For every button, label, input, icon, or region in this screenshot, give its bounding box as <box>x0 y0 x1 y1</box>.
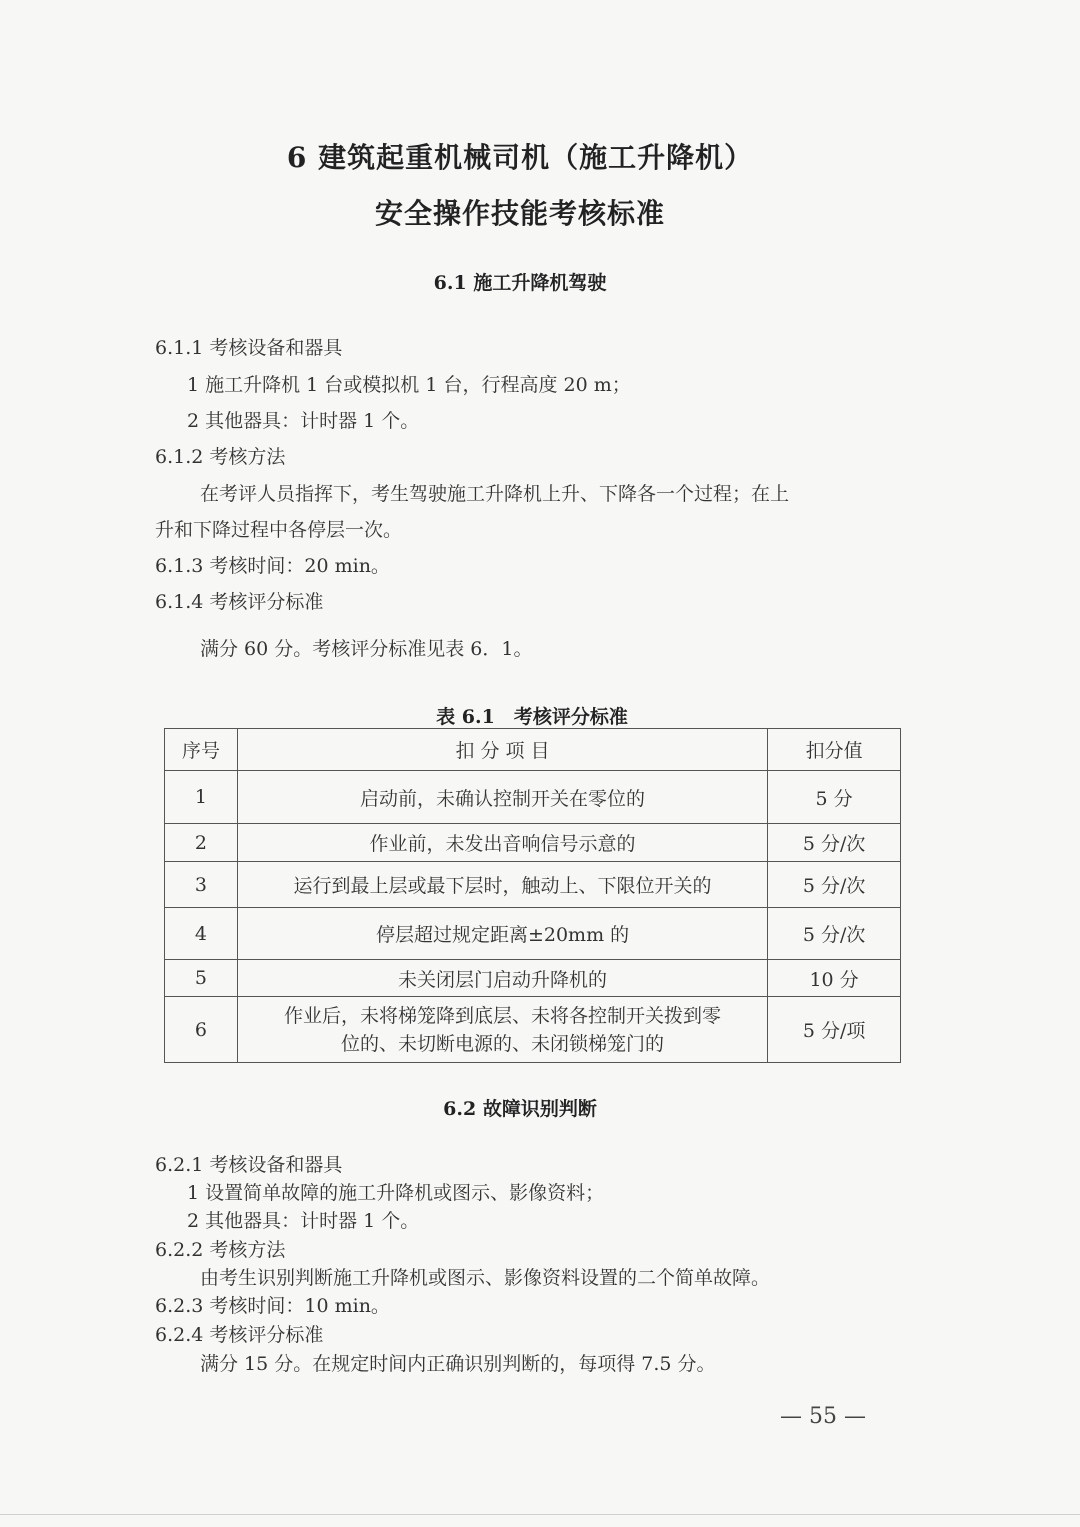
deduction-item: 作业前，未发出音响信号示意的 <box>237 824 767 862</box>
clause-6-2-2: 6.2.2 考核方法 <box>155 1239 286 1261</box>
deduction-item-line: 位的、未切断电源的、未闭锁梯笼门的 <box>341 1032 665 1055</box>
section-heading-6-1: 6.1 施工升降机驾驶 <box>433 272 607 294</box>
row-number: 4 <box>165 908 238 960</box>
table-caption: 表 6.1 考核评分标准 <box>436 706 628 728</box>
deduction-item-line: 作业后，未将梯笼降到底层、未将各控制开关拨到零 <box>284 1004 722 1027</box>
deduction-value: 5 分/次 <box>768 824 901 862</box>
column-header: 扣 分 项 目 <box>237 729 767 771</box>
page-title: 6 建筑起重机械司机（施工升降机） <box>286 141 754 174</box>
deduction-item: 运行到最上层或最下层时，触动上、下限位开关的 <box>237 862 767 908</box>
column-header: 扣分值 <box>768 729 901 771</box>
deduction-item: 未关闭层门启动升降机的 <box>237 960 767 997</box>
row-number: 2 <box>165 824 238 862</box>
section-heading-6-2: 6.2 故障识别判断 <box>443 1098 597 1120</box>
list-item: 2 其他器具：计时器 1 个。 <box>187 1210 420 1232</box>
clause-6-2-3: 6.2.3 考核时间：10 min。 <box>155 1295 390 1317</box>
paragraph: 满分 15 分。在规定时间内正确识别判断的，每项得 7.5 分。 <box>200 1353 716 1375</box>
page-number: — 55 — <box>780 1404 866 1429</box>
column-header: 序号 <box>165 729 238 771</box>
deduction-value: 5 分 <box>768 771 901 824</box>
paragraph: 在考评人员指挥下，考生驾驶施工升降机上升、下降各一个过程；在上 <box>200 483 790 505</box>
page-edge-divider <box>0 1514 1080 1515</box>
scoring-table <box>164 728 901 1063</box>
paragraph: 升和下降过程中各停层一次。 <box>155 519 403 541</box>
clause-6-1-1: 6.1.1 考核设备和器具 <box>155 337 343 359</box>
paragraph: 满分 60 分。考核评分标准见表 6．1。 <box>200 638 533 660</box>
clause-6-1-2: 6.1.2 考核方法 <box>155 446 286 468</box>
table-header-row <box>165 729 901 771</box>
row-number: 3 <box>165 862 238 908</box>
deduction-value: 10 分 <box>768 960 901 997</box>
page-subtitle: 安全操作技能考核标准 <box>374 197 665 230</box>
deduction-item <box>237 997 767 1063</box>
clause-6-1-4: 6.1.4 考核评分标准 <box>155 591 324 613</box>
list-item: 1 施工升降机 1 台或模拟机 1 台，行程高度 20 m； <box>187 374 631 396</box>
table-row <box>165 824 901 862</box>
deduction-item: 启动前，未确认控制开关在零位的 <box>237 771 767 824</box>
deduction-item: 停层超过规定距离±20mm 的 <box>237 908 767 960</box>
table-row <box>165 960 901 997</box>
table-row <box>165 771 901 824</box>
deduction-value: 5 分/次 <box>768 862 901 908</box>
row-number: 1 <box>165 771 238 824</box>
deduction-value: 5 分/项 <box>768 997 901 1063</box>
clause-6-2-1: 6.2.1 考核设备和器具 <box>155 1154 343 1176</box>
table-row <box>165 997 901 1063</box>
table-row <box>165 862 901 908</box>
list-item: 1 设置简单故障的施工升降机或图示、影像资料； <box>187 1182 605 1204</box>
clause-6-1-3: 6.1.3 考核时间：20 min。 <box>155 555 390 577</box>
paragraph: 由考生识别判断施工升降机或图示、影像资料设置的二个简单故障。 <box>200 1267 771 1289</box>
table-row <box>165 908 901 960</box>
row-number: 5 <box>165 960 238 997</box>
deduction-value: 5 分/次 <box>768 908 901 960</box>
clause-6-2-4: 6.2.4 考核评分标准 <box>155 1324 324 1346</box>
row-number: 6 <box>165 997 238 1063</box>
list-item: 2 其他器具：计时器 1 个。 <box>187 410 420 432</box>
